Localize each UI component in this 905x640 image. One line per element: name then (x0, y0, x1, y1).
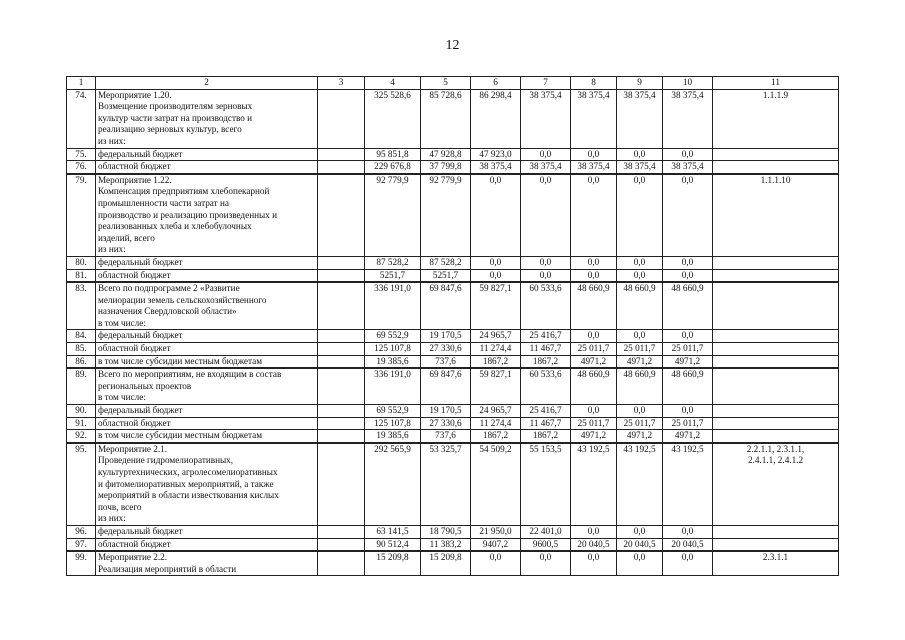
row-number: 95. (67, 443, 96, 526)
cell-col9: 4971,2 (617, 355, 663, 368)
cell-col9: 0,0 (617, 256, 663, 269)
row-number: 97. (67, 538, 96, 551)
cell-col7: 25 416,7 (521, 330, 571, 343)
cell-col9: 38 375,4 (617, 89, 663, 148)
table-row (67, 551, 839, 576)
cell-goal-codes (713, 256, 839, 269)
cell-col8: 38 375,4 (571, 161, 617, 174)
cell-col3 (318, 161, 365, 174)
cell-col8: 25 011,7 (571, 343, 617, 356)
header-cell: 1 (67, 77, 96, 90)
cell-col3 (318, 282, 365, 330)
cell-col4: 5251,7 (365, 269, 421, 282)
cell-col8: 43 192,5 (571, 443, 617, 526)
table-row (67, 161, 839, 174)
row-name: Мероприятие 1.22. Компенсация предприятиям хлебопекарной промышленности части затрат на производство и реализацию произведенных и реализованных хлеба и хлебобулочных изделий, всего из них: (96, 174, 318, 257)
cell-col8: 0,0 (571, 405, 617, 418)
cell-goal-codes (713, 417, 839, 430)
row-name: федеральный бюджет (96, 330, 318, 343)
cell-col10: 0,0 (663, 174, 713, 257)
cell-col10: 0,0 (663, 269, 713, 282)
cell-col10: 4971,2 (663, 355, 713, 368)
table-row (67, 89, 839, 148)
cell-col7: 60 533,6 (521, 368, 571, 404)
cell-col6: 9407,2 (471, 538, 521, 551)
row-name: областной бюджет (96, 538, 318, 551)
row-name: в том числе субсидии местным бюджетам (96, 355, 318, 368)
cell-goal-codes (713, 368, 839, 404)
cell-col4: 336 191,0 (365, 368, 421, 404)
row-name: Мероприятие 2.1. Проведение гидромелиоративных, культуртехнических, агролесомелиоративных и фитомелиоративных мероприятий, а также мероприятий в области известкования кислых почв, всего из них: (96, 443, 318, 526)
cell-col10: 4971,2 (663, 430, 713, 443)
cell-col4: 19 385,6 (365, 430, 421, 443)
cell-col8: 0,0 (571, 269, 617, 282)
table-row (67, 443, 839, 526)
row-number: 76. (67, 161, 96, 174)
cell-col10: 43 192,5 (663, 443, 713, 526)
cell-col9: 0,0 (617, 269, 663, 282)
table-row (67, 148, 839, 161)
cell-col6: 0,0 (471, 256, 521, 269)
cell-col4: 125 107,8 (365, 343, 421, 356)
row-number: 91. (67, 417, 96, 430)
cell-col6: 11 274,4 (471, 417, 521, 430)
cell-col9: 0,0 (617, 330, 663, 343)
cell-goal-codes: 2.3.1.1 (713, 551, 839, 576)
cell-col4: 92 779,9 (365, 174, 421, 257)
cell-col9: 38 375,4 (617, 161, 663, 174)
cell-col10: 25 011,7 (663, 417, 713, 430)
cell-col4: 95 851,8 (365, 148, 421, 161)
cell-col9: 48 660,9 (617, 368, 663, 404)
header-cell: 2 (96, 77, 318, 90)
cell-col6: 47 923,0 (471, 148, 521, 161)
row-number: 83. (67, 282, 96, 330)
header-row (67, 77, 839, 90)
row-name: областной бюджет (96, 161, 318, 174)
cell-col8: 48 660,9 (571, 368, 617, 404)
cell-col8: 0,0 (571, 525, 617, 538)
cell-col3 (318, 417, 365, 430)
cell-col10: 20 040,5 (663, 538, 713, 551)
cell-col3 (318, 551, 365, 576)
cell-col9: 0,0 (617, 405, 663, 418)
row-name: Всего по подпрограмме 2 «Развитие мелиорации земель сельскохозяйственного назначения Свердловской области» в том числе: (96, 282, 318, 330)
row-name: Мероприятие 1.20. Возмещение производителям зерновых культур части затрат на производство и реализацию зерновых культур, всего из них: (96, 89, 318, 148)
cell-goal-codes: 1.1.1.10 (713, 174, 839, 257)
cell-col5: 27 330,6 (421, 417, 471, 430)
cell-col6: 38 375,4 (471, 161, 521, 174)
table-row (67, 355, 839, 368)
cell-col8: 48 660,9 (571, 282, 617, 330)
cell-col4: 19 385,6 (365, 355, 421, 368)
cell-col4: 69 552,9 (365, 330, 421, 343)
cell-col3 (318, 256, 365, 269)
row-number: 80. (67, 256, 96, 269)
cell-col4: 325 528,6 (365, 89, 421, 148)
cell-col3 (318, 174, 365, 257)
cell-col6: 0,0 (471, 269, 521, 282)
cell-col7: 60 533,6 (521, 282, 571, 330)
row-name: Мероприятие 2.2. Реализация мероприятий в области (96, 551, 318, 576)
cell-goal-codes: 2.2.1.1, 2.3.1.1, 2.4.1.1, 2.4.1.2 (713, 443, 839, 526)
cell-col5: 37 799,8 (421, 161, 471, 174)
table-row (67, 525, 839, 538)
cell-col9: 4971,2 (617, 430, 663, 443)
cell-col5: 11 383,2 (421, 538, 471, 551)
cell-col9: 43 192,5 (617, 443, 663, 526)
cell-col3 (318, 538, 365, 551)
cell-col9: 0,0 (617, 525, 663, 538)
cell-col3 (318, 525, 365, 538)
cell-goal-codes (713, 525, 839, 538)
cell-col6: 0,0 (471, 174, 521, 257)
cell-col9: 0,0 (617, 148, 663, 161)
row-number: 84. (67, 330, 96, 343)
cell-col4: 63 141,5 (365, 525, 421, 538)
cell-col4: 15 209,8 (365, 551, 421, 576)
cell-goal-codes (713, 148, 839, 161)
cell-col8: 0,0 (571, 148, 617, 161)
cell-col7: 0,0 (521, 269, 571, 282)
cell-col6: 24 965,7 (471, 330, 521, 343)
row-name: федеральный бюджет (96, 525, 318, 538)
cell-col7: 0,0 (521, 256, 571, 269)
cell-goal-codes (713, 343, 839, 356)
cell-col3 (318, 330, 365, 343)
row-number: 74. (67, 89, 96, 148)
cell-col10: 0,0 (663, 148, 713, 161)
cell-col6: 1867,2 (471, 355, 521, 368)
header-cell: 3 (318, 77, 365, 90)
cell-col7: 11 467,7 (521, 417, 571, 430)
cell-col6: 11 274,4 (471, 343, 521, 356)
cell-col6: 24 965,7 (471, 405, 521, 418)
cell-col10: 48 660,9 (663, 368, 713, 404)
header-cell: 9 (617, 77, 663, 90)
cell-col3 (318, 405, 365, 418)
cell-col5: 47 928,8 (421, 148, 471, 161)
row-number: 90. (67, 405, 96, 418)
cell-col8: 0,0 (571, 551, 617, 576)
cell-col9: 48 660,9 (617, 282, 663, 330)
cell-col10: 0,0 (663, 330, 713, 343)
cell-col5: 87 528,2 (421, 256, 471, 269)
cell-col4: 87 528,2 (365, 256, 421, 269)
cell-col10: 0,0 (663, 256, 713, 269)
row-name: областной бюджет (96, 269, 318, 282)
table-row (67, 330, 839, 343)
cell-col8: 0,0 (571, 174, 617, 257)
table-row (67, 282, 839, 330)
row-number: 89. (67, 368, 96, 404)
header-cell: 5 (421, 77, 471, 90)
cell-col7: 22 401,0 (521, 525, 571, 538)
table-row (67, 269, 839, 282)
cell-col8: 4971,2 (571, 430, 617, 443)
row-number: 99. (67, 551, 96, 576)
cell-col10: 0,0 (663, 551, 713, 576)
cell-col8: 38 375,4 (571, 89, 617, 148)
table-row (67, 174, 839, 257)
cell-col10: 25 011,7 (663, 343, 713, 356)
cell-col6: 1867,2 (471, 430, 521, 443)
cell-col7: 25 416,7 (521, 405, 571, 418)
header-cell: 8 (571, 77, 617, 90)
cell-col4: 90 512,4 (365, 538, 421, 551)
row-name: федеральный бюджет (96, 256, 318, 269)
cell-col8: 4971,2 (571, 355, 617, 368)
cell-col6: 86 298,4 (471, 89, 521, 148)
cell-col10: 48 660,9 (663, 282, 713, 330)
row-number: 96. (67, 525, 96, 538)
cell-col7: 1867,2 (521, 430, 571, 443)
header-cell: 10 (663, 77, 713, 90)
row-number: 81. (67, 269, 96, 282)
cell-col4: 292 565,9 (365, 443, 421, 526)
cell-goal-codes (713, 269, 839, 282)
cell-col5: 5251,7 (421, 269, 471, 282)
cell-col8: 0,0 (571, 330, 617, 343)
page-number: 12 (445, 38, 460, 53)
cell-col5: 69 847,6 (421, 368, 471, 404)
cell-col4: 69 552,9 (365, 405, 421, 418)
cell-col3 (318, 430, 365, 443)
cell-col3 (318, 89, 365, 148)
header-cell: 6 (471, 77, 521, 90)
row-number: 79. (67, 174, 96, 257)
cell-col3 (318, 269, 365, 282)
header-cell: 4 (365, 77, 421, 90)
table-row (67, 405, 839, 418)
cell-col8: 20 040,5 (571, 538, 617, 551)
row-name: федеральный бюджет (96, 405, 318, 418)
cell-goal-codes (713, 282, 839, 330)
cell-col7: 11 467,7 (521, 343, 571, 356)
cell-col3 (318, 148, 365, 161)
cell-col3 (318, 343, 365, 356)
cell-col5: 19 170,5 (421, 330, 471, 343)
cell-col9: 25 011,7 (617, 343, 663, 356)
cell-col3 (318, 443, 365, 526)
table-row (67, 256, 839, 269)
cell-col5: 69 847,6 (421, 282, 471, 330)
cell-col3 (318, 355, 365, 368)
cell-col6: 59 827,1 (471, 282, 521, 330)
cell-col7: 1867,2 (521, 355, 571, 368)
cell-col10: 0,0 (663, 525, 713, 538)
cell-col7: 9600,5 (521, 538, 571, 551)
header-cell: 11 (713, 77, 839, 90)
cell-goal-codes: 1.1.1.9 (713, 89, 839, 148)
cell-col9: 0,0 (617, 551, 663, 576)
cell-col5: 15 209,8 (421, 551, 471, 576)
row-name: областной бюджет (96, 417, 318, 430)
header-cell: 7 (521, 77, 571, 90)
cell-col7: 38 375,4 (521, 161, 571, 174)
cell-col5: 53 325,7 (421, 443, 471, 526)
cell-col4: 229 676,8 (365, 161, 421, 174)
table-row (67, 343, 839, 356)
cell-col7: 0,0 (521, 551, 571, 576)
cell-col5: 92 779,9 (421, 174, 471, 257)
cell-col10: 38 375,4 (663, 161, 713, 174)
cell-col5: 27 330,6 (421, 343, 471, 356)
row-name: в том числе субсидии местным бюджетам (96, 430, 318, 443)
row-name: Всего по мероприятиям, не входящим в состав региональных проектов в том числе: (96, 368, 318, 404)
cell-goal-codes (713, 405, 839, 418)
row-number: 86. (67, 355, 96, 368)
cell-col8: 25 011,7 (571, 417, 617, 430)
row-number: 92. (67, 430, 96, 443)
cell-col6: 0,0 (471, 551, 521, 576)
budget-table (66, 76, 839, 576)
cell-col5: 737,6 (421, 430, 471, 443)
cell-col10: 0,0 (663, 405, 713, 418)
table-row (67, 368, 839, 404)
cell-col3 (318, 368, 365, 404)
cell-col5: 85 728,6 (421, 89, 471, 148)
cell-col7: 38 375,4 (521, 89, 571, 148)
row-number: 75. (67, 148, 96, 161)
cell-col7: 0,0 (521, 148, 571, 161)
table-row (67, 430, 839, 443)
cell-col6: 59 827,1 (471, 368, 521, 404)
cell-col8: 0,0 (571, 256, 617, 269)
cell-col10: 38 375,4 (663, 89, 713, 148)
cell-col5: 18 790,5 (421, 525, 471, 538)
cell-col4: 336 191,0 (365, 282, 421, 330)
table-row (67, 538, 839, 551)
cell-col9: 0,0 (617, 174, 663, 257)
table-row (67, 417, 839, 430)
cell-col7: 0,0 (521, 174, 571, 257)
cell-col4: 125 107,8 (365, 417, 421, 430)
cell-col6: 54 509,2 (471, 443, 521, 526)
cell-col6: 21 950,0 (471, 525, 521, 538)
cell-goal-codes (713, 355, 839, 368)
cell-col9: 20 040,5 (617, 538, 663, 551)
cell-goal-codes (713, 430, 839, 443)
row-name: федеральный бюджет (96, 148, 318, 161)
cell-col7: 55 153,5 (521, 443, 571, 526)
row-number: 85. (67, 343, 96, 356)
cell-goal-codes (713, 161, 839, 174)
cell-goal-codes (713, 538, 839, 551)
row-name: областной бюджет (96, 343, 318, 356)
cell-col5: 737,6 (421, 355, 471, 368)
cell-col5: 19 170,5 (421, 405, 471, 418)
cell-col9: 25 011,7 (617, 417, 663, 430)
cell-goal-codes (713, 330, 839, 343)
